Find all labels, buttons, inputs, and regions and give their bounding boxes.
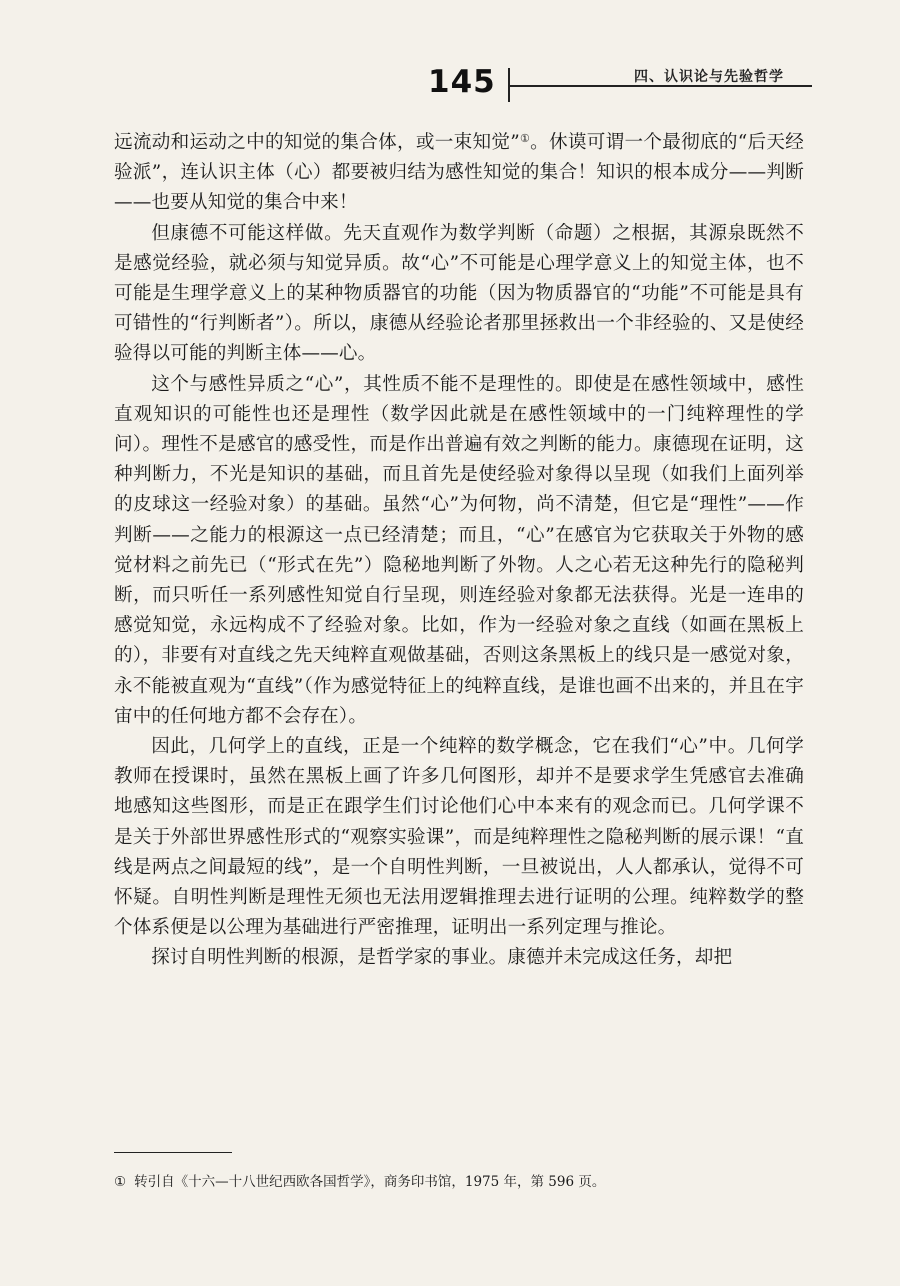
paragraph: 但康德不可能这样做。先天直观作为数学判断（命题）之根据，其源泉既然不是感觉经验，就必须与知觉异质。故“心”不可能是心理学意义上的知觉主体，也不可能是生理学意义上的某种物质器官的功能（因为物质器官的“功能”不可能是具有可错性的“行判断者”）。所以，康德从经验论者那里拯救出一个非经验的、又是使经验得以可能的判断主体——心。 — [114, 222, 804, 365]
page-header — [0, 0, 900, 110]
footnote-rule — [114, 1152, 232, 1153]
paragraph: 这个与感性异质之“心”，其性质不能不是理性的。即使是在感性领域中，感性直观知识的可能性也还是理性（数学因此就是在感性领域中的一门纯粹理性的学问）。理性不是感官的感受性，而是作出普遍有效之判断的能力。康德现在证明，这种判断力，不光是知识的基础，而且首先是使经验对象得以呈现（如我们上面列举的皮球这一经验对象）的基础。虽然“心”为何物，尚不清楚，但它是“理性”——作判断——之能力的根源这一点已经清楚；而且，“心”在感官为它获取关于外物的感觉材料之前先已（“形式在先”）隐秘地判断了外物。人之心若无这种先行的隐秘判断，而只听任一系列感性知觉自行呈现，则连经验对象都无法获得。光是一连串的感觉知觉，永远构成不了经验对象。比如，作为一经验对象之直线（如画在黑板上的），非要有对直线之先天纯粹直观做基础，否则这条黑板上的线只是一感觉对象，永不能被直观为“直线”（作为感觉特征上的纯粹直线，是谁也画不出来的，并且在宇宙中的任何地方都不会存在）。 — [114, 373, 804, 727]
page-number: 145 — [428, 64, 496, 100]
paragraph — [114, 128, 804, 219]
footnote-text: 转引自《十六—十八世纪西欧各国哲学》，商务印书馆，1975 年，第 596 页。 — [134, 1174, 606, 1190]
paragraph: 因此，几何学上的直线，正是一个纯粹的数学概念，它在我们“心”中。几何学教师在授课时，虽然在黑板上画了许多几何图形，却并不是要求学生凭感官去准确地感知这些图形，而是正在跟学生们讨论他们心中本来有的观念而已。几何学课不是关于外部世界感性形式的“观察实验课”，而是纯粹理性之隐秘判断的展示课！“直线是两点之间最短的线”，是一个自明性判断，一旦被说出，人人都承认，觉得不可怀疑。自明性判断是理性无须也无法用逻辑推理去进行证明的公理。纯粹数学的整个体系便是以公理为基础进行严密推理，证明出一系列定理与推论。 — [114, 736, 804, 939]
footnote-reference: ① — [519, 131, 531, 145]
running-head: 四、认识论与先验哲学 — [634, 69, 784, 85]
paragraph-text: 。休谟可谓一个最彻底的“后天经验派”，连认识主体（心）都要被归结为感性知觉的集合！知识的根本成分——判断——也要从知觉的集合中来！ — [114, 132, 804, 214]
footnote — [114, 1172, 804, 1192]
footnote-mark: ① — [114, 1174, 127, 1190]
paragraph-text: 远流动和运动之中的知觉的集合体，或一束知觉” — [114, 132, 520, 153]
paragraph: 探讨自明性判断的根源，是哲学家的事业。康德并未完成这任务，却把 — [151, 947, 733, 969]
body-text — [114, 128, 804, 974]
